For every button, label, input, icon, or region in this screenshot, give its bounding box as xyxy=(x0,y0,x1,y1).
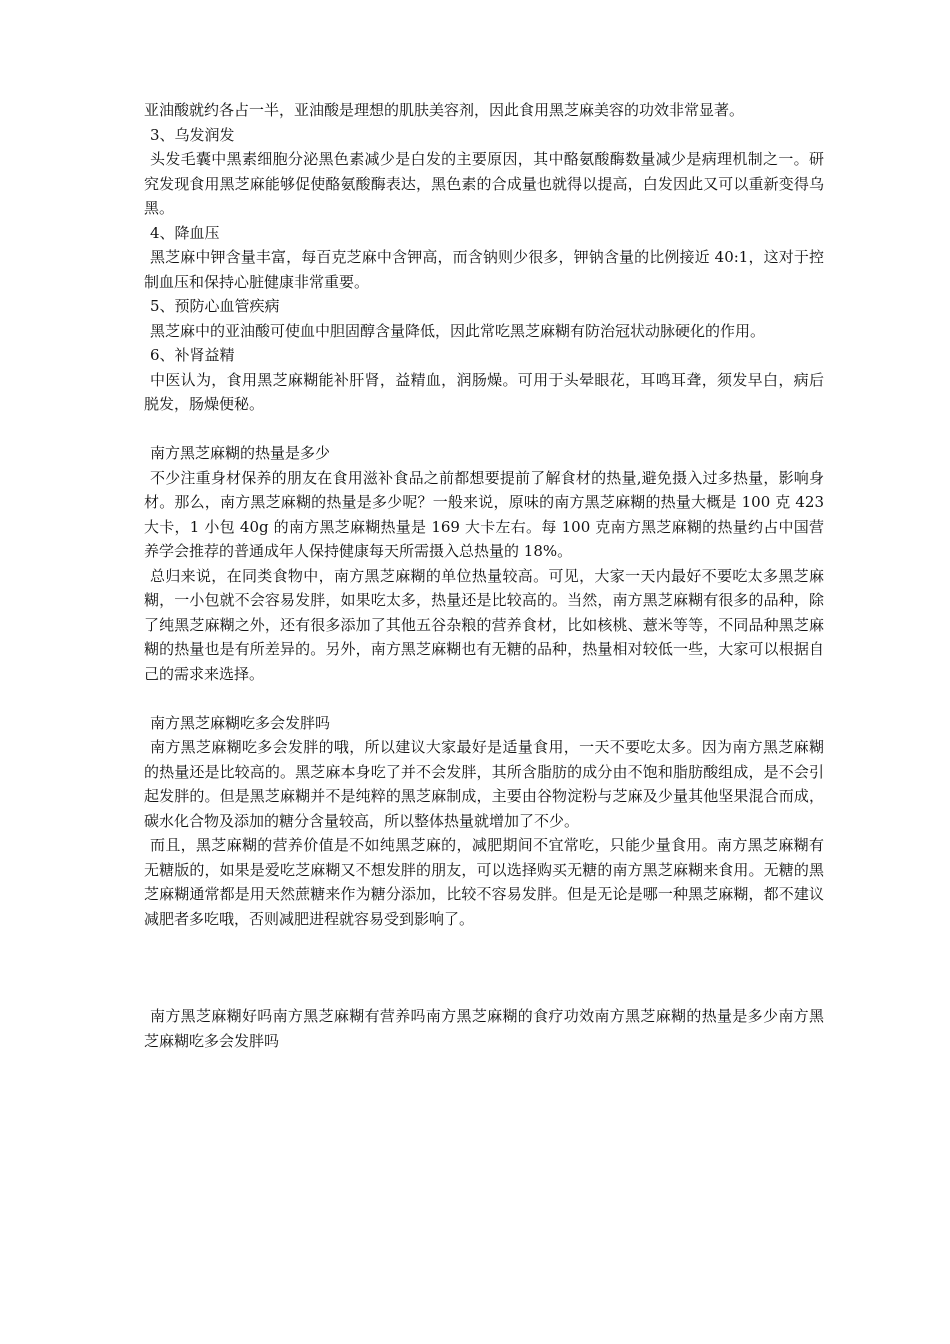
heading-hair: 3、乌发润发 xyxy=(150,125,235,144)
section-title-calories: 南方黑芝麻糊的热量是多少 xyxy=(150,444,331,462)
heading-cardiovascular: 5、预防心血管疾病 xyxy=(150,297,280,315)
paragraph-calories-2: 总归来说，在同类食物中，南方黑芝麻糊的单位热量较高。可见，大家一天内最好不要吃太多黑芝麻糊，一小包就不会容易发胖，如果吃太多，热量还是比较高的。当然，南方黑芝麻糊有很多的品种，除了纯黑芝麻糊之外，还有很多添加了其他五谷杂粮的营养食材，比如核桃、薏米等等，不同品种黑芝麻糊的热量也是有所差异的。另外，南方黑芝麻糊也有无糖的品种，热量相对较低一些，大家可以根据自己的需求来选择。 xyxy=(144,566,824,683)
spacer xyxy=(144,931,824,1004)
section-title-fat: 南方黑芝麻糊吃多会发胖吗 xyxy=(150,713,331,732)
paragraph-kidney: 中医认为，食用黑芝麻糊能补肝肾，益精血，润肠燥。可用于头晕眼花，耳鸣耳聋，须发早白，病后脱发，肠燥便秘。 xyxy=(144,370,824,413)
paragraph-blood-pressure: 黑芝麻中钾含量丰富，每百克芝麻中含钾高，而含钠则少很多，钾钠含量的比例接近 40:1，这对于控制血压和保持心脏健康非常重要。 xyxy=(144,248,824,291)
paragraph-cardiovascular: 黑芝麻中的亚油酸可使血中胆固醇含量降低，因此常吃黑芝麻糊有防治冠状动脉硬化的作用。 xyxy=(150,321,766,340)
footer-tags: 南方黑芝麻糊好吗南方黑芝麻糊有营养吗南方黑芝麻糊的食疗功效南方黑芝麻糊的热量是多少南方黑芝麻糊吃多会发胖吗 xyxy=(144,1007,824,1050)
paragraph-intro: 亚油酸就约各占一半，亚油酸是理想的肌肤美容剂，因此食用黑芝麻美容的功效非常显著。 xyxy=(144,101,745,119)
heading-kidney: 6、补肾益精 xyxy=(150,346,235,364)
paragraph-fat-1: 南方黑芝麻糊吃多会发胖的哦，所以建议大家最好是适量食用，一天不要吃太多。因为南方黑芝麻糊的热量还是比较高的。黑芝麻本身吃了并不会发胖，其所含脂肪的成分由不饱和脂肪酸组成，是不会引起发胖的。但是黑芝麻糊并不是纯粹的黑芝麻制成，主要由谷物淀粉与芝麻及少量其他坚果混合而成，碳水化合物及添加的糖分含量较高，所以整体热量就增加了不少。 xyxy=(144,738,824,830)
document-body xyxy=(144,98,824,1053)
heading-blood-pressure: 4、降血压 xyxy=(150,223,220,242)
paragraph-hair: 头发毛囊中黑素细胞分泌黑色素减少是白发的主要原因，其中酪氨酸酶数量减少是病理机制之一。研究发现食用黑芝麻能够促使酪氨酸酶表达，黑色素的合成量也就得以提高，白发因此又可以重新变得乌黑。 xyxy=(144,150,824,217)
paragraph-calories-1: 不少注重身材保养的朋友在食用滋补食品之前都想要提前了解食材的热量,避免摄入过多热量，影响身材。那么，南方黑芝麻糊的热量是多少呢？一般来说，原味的南方黑芝麻糊的热量大概是 100 克 423 大卡，1 小包 40g 的南方黑芝麻糊热量是 169 大卡左右。每 100 克南方黑芝麻糊的热量约占中国营养学会推荐的普通成年人保持健康每天所需摄入总热量的 18%。 xyxy=(144,468,824,560)
paragraph-fat-2: 而且，黑芝麻糊的营养价值是不如纯黑芝麻的，减肥期间不宜常吃，只能少量食用。南方黑芝麻糊有无糖版的，如果是爱吃芝麻糊又不想发胖的朋友，可以选择购买无糖的南方黑芝麻糊来食用。无糖的黑芝麻糊通常都是用天然蔗糖来作为糖分添加，比较不容易发胖。但是无论是哪一种黑芝麻糊，都不建议减肥者多吃哦，否则减肥进程就容易受到影响了。 xyxy=(144,836,824,928)
spacer xyxy=(144,686,824,711)
spacer xyxy=(144,417,824,442)
